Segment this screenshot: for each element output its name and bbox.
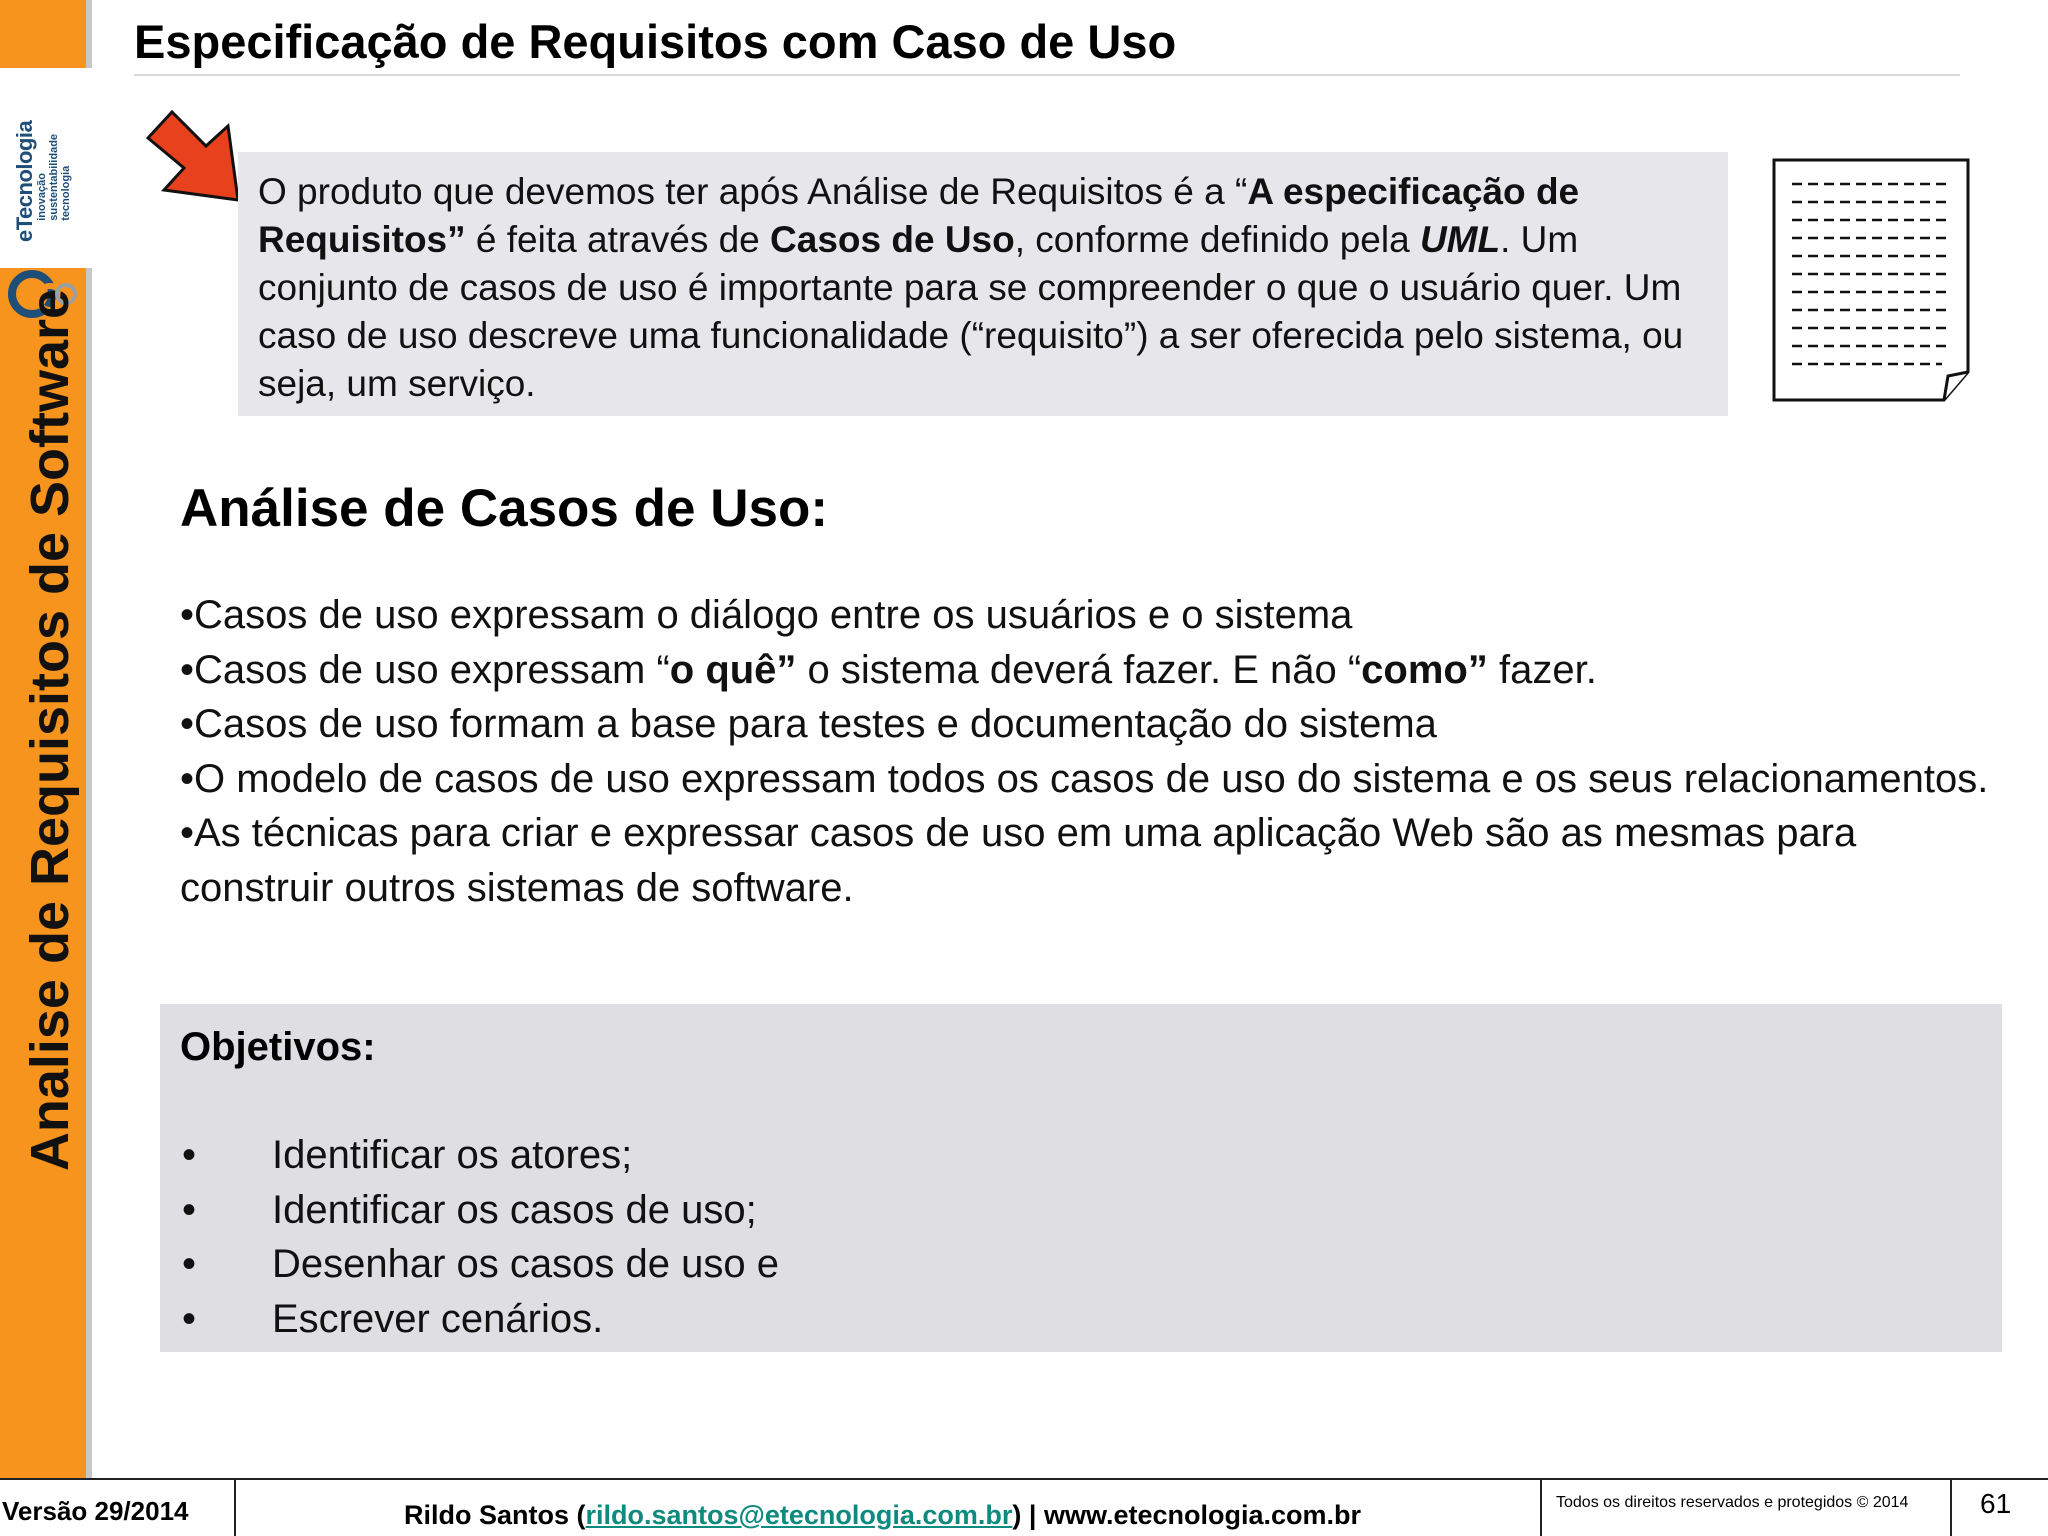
sidebar-vertical-title: Analise de Requisitos de Software: [20, 288, 80, 1172]
bullet-dot: •: [182, 1242, 197, 1286]
footer-author: Rildo Santos (rildo.santos@etecnologia.com.br) | www.etecnologia.com.br: [404, 1500, 1362, 1530]
bullet-item: •Casos de uso formam a base para testes e documentação do sistema: [180, 702, 1437, 746]
section-title: Análise de Casos de Uso:: [180, 479, 828, 538]
footer: [0, 1480, 2048, 1536]
logo-tag: tecnologia: [60, 165, 72, 221]
page-title: Especificação de Requisitos com Caso de Uso: [134, 15, 1177, 68]
footer-separator: [1540, 1480, 1542, 1536]
intro-text: é feita através de: [465, 219, 771, 260]
email-link[interactable]: rildo.santos@etecnologia.com.br: [585, 1500, 1013, 1530]
objective-text: Escrever cenários.: [272, 1296, 604, 1341]
objective-item: [180, 1292, 2002, 1347]
objective-item: [180, 1183, 2002, 1238]
bullet-dot: •: [182, 1187, 197, 1232]
intro-text: O produto que devemos ter após Análise de Requisitos é a “: [258, 171, 1248, 212]
page-number: 61: [1980, 1488, 2012, 1519]
intro-bold-italic: UML: [1419, 219, 1501, 260]
intro-box: [238, 152, 1728, 416]
objective-item: [180, 1237, 2002, 1292]
footer-rights: Todos os direitos reservados e protegidos © 2014: [1556, 1494, 1909, 1511]
bullet-dot: •: [182, 1133, 197, 1177]
bullet-item: •Casos de uso expressam “o quê” o sistema deverá fazer. E não “como” fazer.: [180, 647, 1597, 692]
bullet-item: •As técnicas para criar e expressar casos de uso em uma aplicação Web são as mesmas para construir outros sistemas de software.: [180, 811, 1857, 910]
footer-separator: [1950, 1480, 1952, 1536]
objectives-list: [180, 1128, 2002, 1346]
bullet-item: •O modelo de casos de uso expressam todos os casos de uso do sistema e os seus relacionamentos.: [180, 756, 1989, 801]
intro-bold: Casos de Uso: [770, 219, 1015, 260]
title-divider: [134, 74, 1960, 76]
bullet-item: •Casos de uso expressam o diálogo entre os usuários e o sistema: [180, 593, 1353, 637]
intro-text: . Um conjunto de casos de uso é importante para se compreender o que o usuário quer. Um caso de uso descreve uma funcionalidade (“requisito”) a ser oferecida pelo sistema, ou seja, um serviço.: [258, 219, 1684, 404]
bullet-list: [180, 588, 2000, 915]
intro-text: , conforme definido pela: [1014, 219, 1420, 260]
logo-tags: [36, 134, 72, 221]
logo-tag: inovação: [36, 173, 48, 221]
objective-text: Identificar os atores;: [272, 1133, 633, 1177]
objective-text: Identificar os casos de uso;: [272, 1187, 757, 1232]
sidebar: [0, 0, 92, 1478]
objectives-box: [160, 1004, 2002, 1352]
intro-bold: A especificação de Requisitos”: [258, 171, 1580, 260]
red-arrow-icon: [146, 108, 246, 208]
bullet-dot: •: [182, 1296, 197, 1341]
logo-brand: eTecnologia: [12, 120, 37, 242]
logo-tag: sustentabilidade: [48, 133, 60, 221]
document-icon: [1772, 158, 1970, 404]
footer-separator: [234, 1480, 236, 1536]
objective-item: [180, 1128, 2002, 1183]
footer-version: Versão 29/2014: [2, 1496, 189, 1526]
objective-text: Desenhar os casos de uso e: [272, 1242, 779, 1286]
objectives-title: Objetivos:: [180, 1025, 376, 1069]
